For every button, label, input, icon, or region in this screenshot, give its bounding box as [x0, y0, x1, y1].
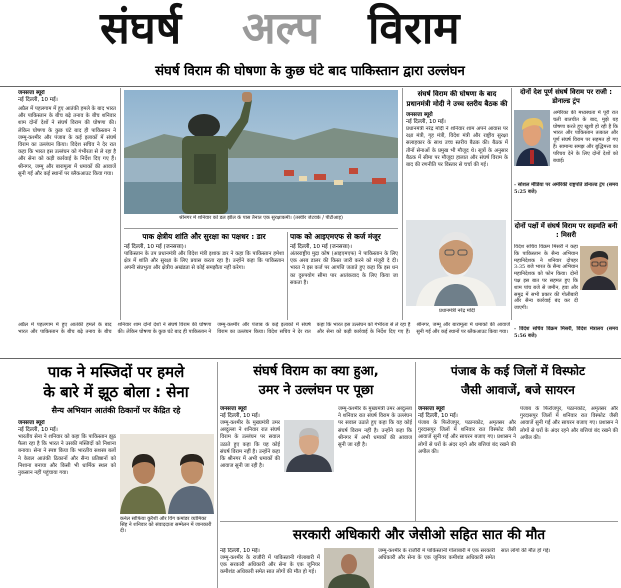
story-jco-textcol	[220, 548, 320, 588]
story-what-headline-1: संघर्ष विराम का क्या हुआ,	[253, 364, 379, 379]
story-what-textcol	[220, 406, 280, 518]
jco-photo	[324, 548, 374, 588]
story-imf	[290, 232, 398, 320]
story-punjab-headline	[418, 362, 618, 402]
story-dar-headline: पाक क्षेत्रीय शांति और सुरक्षा का पक्षधर : डार	[142, 232, 266, 241]
story-trump-body: अमेरिका की मध्यस्थता में पूरी रात चली बातचीत के बाद, मुझे यह घोषणा करते हुए खुशी हो रही है कि भारत और पाकिस्तान तत्काल और पूर्ण संघर्ष विराम पर सहमत हो गए हैं। सामान्य समझ और बुद्धिमत्ता का परिचय देने के लिए दोनों देशों को बधाई।	[553, 110, 618, 164]
story-punjab-body: पंजाब के फिरोजपुर, पठानकोट, अमृतसर और गुरदासपुर जिलों में शनिवार रात विस्फोट जैसी आवाजें सुनी गईं और सायरन बजाए गए। प्रशासन ने लोगों से घरों के अंदर रहने और बत्तियां बंद रखने की अपील की।	[418, 420, 516, 455]
story-what-headline-2: उमर ने उल्लंघन पर पूछा	[258, 383, 374, 398]
story-lie-body: भारतीय सेना ने शनिवार को कहा कि पाकिस्तान झूठ फैला रहा है कि भारत ने उसकी मस्जिदों को निशाना बनाया। सेना ने स्पष्ट किया कि भारतीय सशस्त्र बलों ने केवल आतंकी ठिकानों और सैन्य प्रतिष्ठानों को निशाना बनाया और किसी भी धार्मिक स्थल को नुकसान नहीं पहुंचाया गया।	[18, 434, 116, 477]
story-lie-dateline: नई दिल्ली, 10 मई।	[18, 427, 58, 433]
story-misri-headline: दोनों पक्षों में संघर्ष विराम पर सहमति बनी : मिसरी	[514, 222, 618, 239]
story-jco-headline: सरकारी अधिकारी और जेसीओ सहित सात की मौत	[292, 527, 546, 543]
story-modi-headline: संघर्ष विराम की घोषणा के बाद प्रधानमंत्री मोदी ने उच्च स्तरीय बैठक की	[406, 90, 508, 108]
continued-strip: अप्रैल में पहलगाम में हुए आतंकी हमले के बाद भारत और पाकिस्तान के बीच बढ़े तनाव के बीच शनिवार शाम दोनों देशों ने संघर्ष विराम की घोषणा की। लेकिन घोषणा के कुछ घंटे बाद ही पाकिस्तान ने जम्मू-कश्मीर और पंजाब के कई इलाकों में संघर्ष विराम का उल्लंघन किया। विदेश सचिव ने देर रात कहा कि भारत इस उल्लंघन को गंभीरता से ले रहा है और सेना को कड़ी कार्रवाई के निर्देश दिए गए हैं। श्रीनगर, जम्मू और बारामूला में धमाकों की आवाजें सुनी गईं और कई स्थानों पर ब्लैकआउट किया गया।	[18, 322, 510, 335]
story-lie-subhead: सैन्य अभियान आतंकी ठिकानों पर केंद्रित रहे	[51, 406, 181, 415]
story-modi-body: प्रधानमंत्री नरेंद्र मोदी ने शनिवार शाम अपने आवास पर रक्षा मंत्री, गृह मंत्री, विदेश मंत्री और राष्ट्रीय सुरक्षा सलाहकार के साथ उच्च स्तरीय बैठक की। बैठक में तीनों सेनाओं के प्रमुख भी मौजूद थे। सूत्रों के अनुसार बैठक में सीमा पर मौजूदा हालात और संघर्ष विराम के बाद की रणनीति पर विस्तार से चर्चा की गई।	[406, 126, 508, 169]
story-dar	[124, 232, 284, 320]
story-lie-headline-2: के बारे में झूठ बोला : सेना	[43, 383, 189, 401]
story-misri-body: विदेश सचिव विक्रम मिसरी ने कहा कि पाकिस्तान के सैन्य अभियान महानिदेशक ने शनिवार दोपहर 3:35 बजे भारत के सैन्य अभियान महानिदेशक को फोन किया। दोनों पक्ष इस बात पर सहमत हुए कि शाम पांच बजे से जमीन, हवा और समुद्र में सभी प्रकार की गोलीबारी और सैन्य कार्रवाई बंद कर दी जाएगी।	[514, 244, 578, 312]
story-misri	[514, 222, 618, 242]
story-jco-body: जम्मू-कश्मीर के राजौरी में पाकिस्तानी गोलाबारी में एक सरकारी अधिकारी और सेना के एक जूनियर कमीशंड अधिकारी समेत सात लोगों की मौत हो गई।	[220, 555, 320, 576]
masthead-word-2: अल्प	[242, 3, 320, 54]
story-what-body-2: जम्मू-कश्मीर के मुख्यमंत्री उमर अब्दुल्ला ने शनिवार रात संघर्ष विराम के उल्लंघन पर सवाल उठाते हुए कहा कि यह कोई संघर्ष विराम नहीं है। उन्होंने कहा कि श्रीनगर में अभी धमाकों की आवाज सुनी जा रही है।	[338, 406, 412, 449]
story-imf-byline: नई दिल्ली, 10 मई (जनसत्ता)।	[290, 244, 352, 250]
trump-photo	[514, 110, 550, 166]
soldier-photo	[124, 90, 398, 214]
story-jco-body-2: जम्मू-कश्मीर के राजौरी में पाकिस्तानी गोलाबारी में एक सरकारी अधिकारी और सेना के एक जूनियर कमीशंड अधिकारी समेत सात लोगों की मौत हो गई।	[378, 548, 551, 562]
story-what-body: जम्मू-कश्मीर के मुख्यमंत्री उमर अब्दुल्ला ने शनिवार रात संघर्ष विराम के उल्लंघन पर सवाल उठाते हुए कहा कि यह कोई संघर्ष विराम नहीं है। उन्होंने कहा कि श्रीनगर में अभी धमाकों की आवाज सुनी जा रही है।	[220, 420, 280, 470]
story-lie-headline-1: पाक ने मस्जिदों पर हमले	[47, 363, 185, 381]
story-what-byline: जनसत्ता ब्यूरो	[220, 406, 247, 412]
officers-photo	[120, 434, 214, 514]
story-misri-attribution: - विदेश सचिव विक्रम मिसरी, विदेश मंत्रालय (समय 5:56 बजे)	[514, 326, 618, 339]
story-punjab-headline-2: जैसी आवाजें, बजे सायरन	[461, 383, 575, 397]
lead-byline: जनसत्ता ब्यूरो	[18, 90, 45, 96]
officers-photo-caption: कर्नल सोफिया कुरैशी और विंग कमांडर व्योमिका सिंह ने शनिवार को संवाददाता सम्मेलन में जानकारी दी।	[120, 516, 212, 534]
masthead-word-1: संघर्ष	[100, 3, 182, 54]
story-lie-headline	[18, 362, 214, 402]
masthead-word-3: विराम	[368, 3, 460, 54]
soldier-photo-caption: श्रीनगर में शनिवार को डल झील के पास तैनात एक सुरक्षाकर्मी। (तस्वीर जेटवर्क / पीटीआइ)	[179, 215, 343, 221]
story-dar-byline: नई दिल्ली, 10 मई (जनसत्ता)।	[124, 244, 186, 250]
story-what-headline	[220, 362, 412, 402]
story-what-dateline: नई दिल्ली, 10 मई।	[220, 413, 260, 419]
story-trump-headline: दोनों देश पूर्ण संघर्ष विराम पर राजी : डोनाल्ड ट्रंप	[520, 88, 612, 105]
misri-photo	[580, 246, 618, 290]
modi-photo	[406, 220, 506, 306]
lead-dateline: नई दिल्ली, 10 मई।	[18, 97, 58, 103]
omar-photo	[284, 420, 334, 472]
story-lie-textcol	[18, 420, 116, 588]
story-punjab-dateline: नई दिल्ली, 10 मई।	[418, 413, 458, 419]
story-trump-attribution: - सोशल मीडिया पर अमेरिकी राष्ट्रपति डोनाल्ड ट्रंप (समय 5:25 बजे)	[514, 182, 618, 195]
story-jco-byline: नई दिल्ली, 10 मई।	[220, 548, 260, 554]
masthead	[0, 0, 621, 58]
story-punjab-body-2: पंजाब के फिरोजपुर, पठानकोट, अमृतसर और गुरदासपुर जिलों में शनिवार रात विस्फोट जैसी आवाजें सुनी गईं और सायरन बजाए गए। प्रशासन ने लोगों से घरों के अंदर रहने और बत्तियां बंद रखने की अपील की।	[520, 406, 618, 441]
story-lie-byline: जनसत्ता ब्यूरो	[18, 420, 45, 426]
story-dar-body: पाकिस्तान के उप प्रधानमंत्री और विदेश मंत्री इशाक डार ने कहा कि पाकिस्तान हमेशा क्षेत्र में शांति और सुरक्षा के लिए प्रयास करता रहा है। उन्होंने कहा कि पाकिस्तान अपनी संप्रभुता और क्षेत्रीय अखंडता से कोई समझौता नहीं करेगा।	[124, 251, 284, 272]
story-imf-body: अंतरराष्ट्रीय मुद्रा कोष (आइएमएफ) ने पाकिस्तान के लिए एक अरब डालर की किस्त जारी करने को मंजूरी दे दी। भारत ने इस कर्ज पर आपत्ति जताते हुए कहा कि इस धन का दुरुपयोग सीमा पार आतंकवाद के लिए किया जा सकता है।	[290, 251, 398, 286]
sub-headline: संघर्ष विराम की घोषणा के कुछ घंटे बाद पाकिस्तान द्वारा उल्लंघन	[155, 64, 465, 79]
story-imf-headline: पाक को आइएमएफ से कर्ज मंजूर	[290, 232, 381, 241]
lead-body: अप्रैल में पहलगाम में हुए आतंकी हमले के बाद भारत और पाकिस्तान के बीच बढ़े तनाव के बीच शनिवार शाम दोनों देशों ने संघर्ष विराम की घोषणा की। लेकिन घोषणा के कुछ घंटे बाद ही पाकिस्तान ने जम्मू-कश्मीर और पंजाब के कई इलाकों में संघर्ष विराम का उल्लंघन किया। विदेश सचिव ने देर रात कहा कि भारत इस उल्लंघन को गंभीरता से ले रहा है और सेना को कड़ी कार्रवाई के निर्देश दिए गए हैं। श्रीनगर, जम्मू और बारामूला में धमाकों की आवाजें सुनी गईं और कई स्थानों पर ब्लैकआउट किया गया।	[18, 106, 116, 177]
modi-photo-caption: प्रधानमंत्री नरेंद्र मोदी	[439, 308, 475, 314]
story-punjab-headline-1: पंजाब के कई जिलों में विस्फोट	[450, 364, 586, 378]
story-modi-dateline: नई दिल्ली, 10 मई।	[406, 119, 446, 125]
lead-story	[18, 90, 116, 318]
story-modi-byline: जनसत्ता ब्यूरो	[406, 112, 433, 118]
story-punjab-textcol	[418, 406, 516, 518]
story-punjab-byline: जनसत्ता ब्यूरो	[418, 406, 445, 412]
